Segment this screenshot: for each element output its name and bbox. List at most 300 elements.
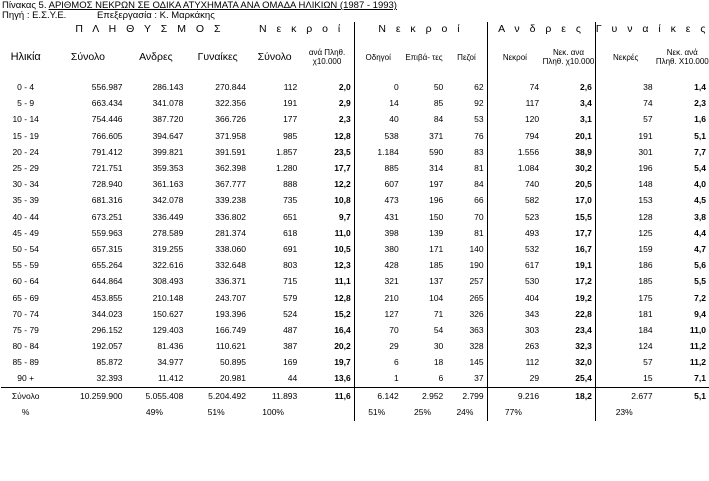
total-row bbox=[1, 387, 709, 404]
cell-dead-total: 487 bbox=[283, 324, 298, 335]
cell-men-rate: 20,5 bbox=[575, 179, 592, 190]
cell-men-dead: 617 bbox=[487, 257, 542, 273]
cell-women-dead: 191 bbox=[595, 128, 655, 144]
cell-men-dead: 523 bbox=[487, 209, 542, 225]
cell-rate: 23,5 bbox=[334, 146, 351, 157]
cell-drivers: 40 bbox=[354, 111, 401, 127]
cell-drivers: 538 bbox=[354, 128, 401, 144]
cell-dead-total: 112 bbox=[283, 82, 298, 93]
cell-rate bbox=[300, 404, 354, 421]
cell-rate: 17,7 bbox=[334, 163, 351, 174]
cell-men-dead: 404 bbox=[487, 289, 542, 305]
cell-drivers: 398 bbox=[354, 225, 401, 241]
cell-rate: 11,1 bbox=[334, 276, 351, 287]
cell-drivers: 6.142 bbox=[354, 387, 401, 404]
deaths-by-age-table bbox=[1, 22, 709, 421]
cell-pop-women: 322.356 bbox=[215, 98, 246, 109]
cell-pop-women: 366.726 bbox=[215, 114, 246, 125]
cell-pop-women: 367.777 bbox=[215, 179, 246, 190]
cell-passengers: 371 bbox=[429, 130, 444, 141]
cell-pop-total: 644.864 bbox=[91, 276, 123, 287]
cell-women-dead: 196 bbox=[595, 160, 655, 176]
cell-drivers: 29 bbox=[354, 338, 401, 354]
cell-passengers: 196 bbox=[429, 195, 444, 206]
percent-row bbox=[1, 404, 709, 421]
cell-rate: 15,2 bbox=[334, 308, 351, 319]
cell-dead-total: 1.280 bbox=[275, 163, 298, 174]
cell-rate: 9,7 bbox=[338, 211, 351, 222]
col-women-dead: Νεκρές bbox=[595, 35, 655, 79]
cell-men-dead: 740 bbox=[487, 176, 542, 192]
cell-men-dead: 343 bbox=[487, 306, 542, 322]
cell-pop-total: 754.446 bbox=[91, 114, 123, 125]
cell-pop-men: 81.436 bbox=[157, 341, 184, 352]
cell-pop-men: 5.055.408 bbox=[126, 387, 187, 404]
cell-women-rate: 5,4 bbox=[694, 163, 706, 174]
cell-men-rate: 38,9 bbox=[575, 146, 592, 157]
cell-men-dead: 117 bbox=[487, 95, 542, 111]
cell-women-rate: 5,1 bbox=[656, 387, 709, 404]
cell-rate: 12,3 bbox=[334, 260, 351, 271]
cell-pop-total: 559.963 bbox=[91, 227, 123, 238]
cell-men-dead: 9.216 bbox=[487, 387, 542, 404]
cell-age: 75 - 79 bbox=[12, 324, 39, 335]
cell-pop-women: 281.374 bbox=[215, 227, 246, 238]
cell-drivers: 127 bbox=[354, 306, 401, 322]
cell-women-rate: 7,1 bbox=[694, 373, 706, 384]
cell-passengers: 54 bbox=[433, 324, 444, 335]
cell-pop-women: 51% bbox=[207, 407, 225, 418]
cell-men-rate: 19,1 bbox=[575, 260, 592, 271]
cell-pedestrians: 24% bbox=[456, 407, 474, 418]
cell-women-rate: 1,4 bbox=[694, 82, 706, 93]
cell-passengers: 71 bbox=[433, 308, 444, 319]
cell-drivers: 1 bbox=[354, 370, 401, 387]
cell-men-rate: 25,4 bbox=[575, 373, 592, 384]
cell-age: 70 - 74 bbox=[12, 308, 39, 319]
cell-rate: 11,6 bbox=[300, 387, 354, 404]
cell-rate: 13,6 bbox=[334, 373, 351, 384]
cell-women-rate: 3,8 bbox=[694, 211, 706, 222]
cell-dead-total: 651 bbox=[283, 211, 298, 222]
cell-women-rate: 5,5 bbox=[694, 276, 706, 287]
cell-pedestrians: 66 bbox=[474, 195, 484, 206]
cell-men-dead: 29 bbox=[487, 370, 542, 387]
cell-men-rate bbox=[542, 404, 595, 421]
cell-women-rate: 5,6 bbox=[694, 260, 706, 271]
cell-age: 50 - 54 bbox=[12, 243, 39, 254]
cell-passengers: 84 bbox=[433, 114, 444, 125]
cell-pop-total: 344.023 bbox=[91, 308, 123, 319]
cell-women-rate: 11,2 bbox=[689, 357, 706, 368]
cell-pop-women: 50.895 bbox=[219, 357, 246, 368]
cell-age: 80 - 84 bbox=[12, 341, 39, 352]
cell-passengers: 590 bbox=[429, 146, 444, 157]
cell-pedestrians: 326 bbox=[469, 308, 484, 319]
cell-pedestrians: 81 bbox=[474, 227, 484, 238]
cell-men-rate: 19,2 bbox=[575, 292, 592, 303]
cell-rate: 2,3 bbox=[338, 114, 351, 125]
cell-age: 85 - 89 bbox=[12, 357, 39, 368]
cell-pop-women: 336.371 bbox=[215, 276, 246, 287]
cell-pop-women: 371.958 bbox=[215, 130, 246, 141]
cell-age: 40 - 44 bbox=[12, 211, 39, 222]
cell-pedestrians: 37 bbox=[474, 373, 484, 384]
cell-women-dead: 125 bbox=[595, 225, 655, 241]
cell-pop-total: 728.940 bbox=[91, 179, 123, 190]
cell-dead-total: 985 bbox=[283, 130, 298, 141]
table-row bbox=[1, 128, 709, 144]
cell-women-dead: 153 bbox=[595, 192, 655, 208]
cell-men-dead: 74 bbox=[487, 79, 542, 95]
cell-women-dead: 159 bbox=[595, 241, 655, 257]
cell-passengers: 50 bbox=[433, 82, 444, 93]
group-women: Γ υ ν α ί κ ε ς bbox=[595, 22, 709, 35]
cell-rate: 11,0 bbox=[334, 227, 351, 238]
col-pop-women: Γυναίκες bbox=[197, 51, 238, 63]
cell-dead-total: 191 bbox=[283, 98, 298, 109]
table-row bbox=[1, 79, 709, 95]
source-line bbox=[2, 10, 215, 21]
cell-women-rate: 4,4 bbox=[694, 227, 706, 238]
cell-pop-total: 296.152 bbox=[91, 324, 123, 335]
cell-pedestrians: 328 bbox=[469, 341, 484, 352]
cell-women-dead: 128 bbox=[595, 209, 655, 225]
cell-pedestrians: 84 bbox=[474, 179, 484, 190]
cell-pop-men: 49% bbox=[145, 407, 163, 418]
col-pedestrians: Πεζοί bbox=[457, 52, 476, 62]
cell-women-dead: 74 bbox=[595, 95, 655, 111]
cell-women-dead: 185 bbox=[595, 273, 655, 289]
group-dead-by-type: Ν ε κ ρ ο ί bbox=[354, 22, 487, 35]
cell-pop-women: 110.621 bbox=[215, 341, 246, 352]
cell-dead-total: 579 bbox=[283, 292, 298, 303]
cell-pop-total: 85.872 bbox=[96, 357, 123, 368]
cell-men-dead: 1.084 bbox=[487, 160, 542, 176]
cell-men-rate: 17,7 bbox=[575, 227, 592, 238]
cell-pedestrians: 190 bbox=[469, 260, 484, 271]
cell-rate: 20,2 bbox=[334, 341, 351, 352]
cell-dead-total: 715 bbox=[283, 276, 298, 287]
cell-women-dead: 38 bbox=[595, 79, 655, 95]
cell-age: 65 - 69 bbox=[12, 292, 39, 303]
group-dead: Ν ε κ ρ ο ί bbox=[258, 22, 344, 35]
cell-women-dead: 181 bbox=[595, 306, 655, 322]
cell-rate: 2,9 bbox=[338, 98, 351, 109]
cell-men-dead: 303 bbox=[487, 322, 542, 338]
cell-pop-men: 359.353 bbox=[152, 163, 184, 174]
cell-passengers: 185 bbox=[429, 260, 444, 271]
cell-pop-men: 129.403 bbox=[152, 324, 184, 335]
table-row bbox=[1, 176, 709, 192]
cell-women-rate: 9,4 bbox=[694, 308, 706, 319]
cell-pop-men: 278.589 bbox=[152, 227, 184, 238]
cell-pop-total: 766.605 bbox=[91, 130, 123, 141]
group-population: Π Λ Η Θ Υ Σ Μ Ο Σ bbox=[75, 22, 224, 35]
cell-dead-total: 11.893 bbox=[249, 387, 300, 404]
cell-women-dead: 15 bbox=[595, 370, 655, 387]
cell-pop-men: 150.627 bbox=[152, 308, 184, 319]
cell-women-rate: 11,2 bbox=[689, 341, 706, 352]
table-row bbox=[1, 257, 709, 273]
cell-men-rate: 32,3 bbox=[575, 341, 592, 352]
cell-age: 25 - 29 bbox=[12, 163, 39, 174]
cell-women-rate: 4,7 bbox=[694, 243, 706, 254]
cell-passengers: 104 bbox=[429, 292, 444, 303]
col-drivers: Οδηγοί bbox=[354, 35, 401, 79]
cell-dead-total: 618 bbox=[283, 227, 298, 238]
cell-pedestrians: 2.799 bbox=[446, 387, 487, 404]
cell-pedestrians: 363 bbox=[469, 324, 484, 335]
cell-pedestrians: 70 bbox=[474, 211, 484, 222]
cell-rate: 12,8 bbox=[334, 292, 351, 303]
cell-men-dead: 794 bbox=[487, 128, 542, 144]
cell-passengers: 6 bbox=[438, 373, 444, 384]
cell-men-rate: 22,8 bbox=[575, 308, 592, 319]
cell-drivers: 14 bbox=[354, 95, 401, 111]
cell-men-dead: 530 bbox=[487, 273, 542, 289]
cell-pop-women: 332.648 bbox=[215, 260, 246, 271]
cell-age: 55 - 59 bbox=[12, 260, 39, 271]
table-row bbox=[1, 338, 709, 354]
table-row bbox=[1, 354, 709, 370]
cell-pedestrians: 81 bbox=[474, 163, 484, 174]
cell-women-rate: 7,2 bbox=[694, 292, 706, 303]
cell-women-rate: 1,6 bbox=[694, 114, 706, 125]
cell-age: 90 + bbox=[17, 373, 35, 384]
cell-pop-men: 319.255 bbox=[152, 243, 184, 254]
col-pop-total: Σύνολο bbox=[70, 51, 105, 63]
cell-men-dead: 532 bbox=[487, 241, 542, 257]
cell-age: 0 - 4 bbox=[17, 82, 35, 93]
cell-men-rate: 16,7 bbox=[575, 243, 592, 254]
cell-pop-men: 34.977 bbox=[157, 357, 184, 368]
cell-drivers: 607 bbox=[354, 176, 401, 192]
cell-men-rate: 20,1 bbox=[575, 130, 592, 141]
table-row bbox=[1, 306, 709, 322]
cell-men-rate: 18,2 bbox=[542, 387, 595, 404]
cell-women-dead: 2.677 bbox=[595, 387, 655, 404]
cell-pop-women: 243.707 bbox=[215, 292, 246, 303]
cell-women-dead: 124 bbox=[595, 338, 655, 354]
cell-pop-men: 11.412 bbox=[157, 373, 184, 384]
cell-pop-women: 5.204.492 bbox=[186, 387, 249, 404]
cell-rate: 19,7 bbox=[334, 357, 351, 368]
cell-passengers: 314 bbox=[429, 163, 444, 174]
cell-rate: 12,8 bbox=[334, 130, 351, 141]
cell-drivers: 1.184 bbox=[354, 144, 401, 160]
cell-pedestrians: 83 bbox=[474, 146, 484, 157]
cell-pop-total: 453.855 bbox=[91, 292, 123, 303]
cell-pop-women: 193.396 bbox=[215, 308, 246, 319]
cell-dead-total: 691 bbox=[283, 243, 298, 254]
cell-age: 30 - 34 bbox=[12, 179, 39, 190]
cell-men-dead: 582 bbox=[487, 192, 542, 208]
cell-women-dead: 184 bbox=[595, 322, 655, 338]
cell-pop-women: 270.844 bbox=[215, 82, 246, 93]
cell-pedestrians: 76 bbox=[474, 130, 484, 141]
cell-pop-total: 192.057 bbox=[91, 341, 123, 352]
cell-dead-total: 100% bbox=[262, 407, 284, 418]
table-row bbox=[1, 273, 709, 289]
cell-pedestrians: 92 bbox=[474, 98, 484, 109]
cell-women-rate: 7,7 bbox=[694, 146, 706, 157]
cell-pop-men: 286.143 bbox=[152, 82, 184, 93]
cell-dead-total: 888 bbox=[283, 179, 298, 190]
col-passengers: Επιβά- τες bbox=[405, 52, 443, 62]
group-men: Α ν δ ρ ε ς bbox=[487, 22, 595, 35]
cell-pop-men: 361.163 bbox=[152, 179, 184, 190]
cell-men-dead: 77% bbox=[487, 404, 542, 421]
cell-dead-total: 169 bbox=[283, 357, 298, 368]
table-number: Πίνακας 5. bbox=[2, 0, 47, 11]
cell-pedestrians: 257 bbox=[469, 276, 484, 287]
cell-women-dead: 57 bbox=[595, 111, 655, 127]
cell-age: 20 - 24 bbox=[12, 146, 39, 157]
cell-pop-women: 166.749 bbox=[215, 324, 246, 335]
cell-pop-men: 210.148 bbox=[152, 292, 184, 303]
processing-credit: Επεξεργασία : Κ. Μαρκάκης bbox=[96, 10, 215, 21]
cell-rate: 10,5 bbox=[334, 243, 351, 254]
cell-men-dead: 493 bbox=[487, 225, 542, 241]
cell-women-rate: 5,1 bbox=[694, 130, 706, 141]
cell-drivers: 380 bbox=[354, 241, 401, 257]
cell-age: 35 - 39 bbox=[12, 195, 39, 206]
cell-pop-women: 336.802 bbox=[215, 211, 246, 222]
cell-dead-total: 177 bbox=[283, 114, 298, 125]
cell-men-rate: 32,0 bbox=[575, 357, 592, 368]
cell-pop-men: 336.449 bbox=[152, 211, 184, 222]
cell-men-dead: 263 bbox=[487, 338, 542, 354]
cell-men-rate: 15,5 bbox=[575, 211, 592, 222]
cell-passengers: 85 bbox=[433, 98, 444, 109]
cell-drivers: 51% bbox=[354, 404, 401, 421]
source-text: Πηγή : Ε.Σ.Υ.Ε. bbox=[2, 10, 67, 21]
cell-age: Σύνολο bbox=[1, 387, 50, 404]
cell-passengers: 197 bbox=[429, 179, 444, 190]
cell-women-dead: 301 bbox=[595, 144, 655, 160]
cell-pop-men: 341.078 bbox=[152, 98, 184, 109]
cell-pop-women: 338.060 bbox=[215, 243, 246, 254]
col-rate: ανά Πληθ. χ10.000 bbox=[308, 48, 346, 66]
cell-men-rate: 3,1 bbox=[579, 114, 592, 125]
cell-rate: 12,2 bbox=[334, 179, 351, 190]
cell-women-rate: 4,0 bbox=[694, 179, 706, 190]
cell-passengers: 171 bbox=[429, 243, 444, 254]
table-title: ΑΡΙΘΜΟΣ ΝΕΚΡΩΝ ΣΕ ΟΔΙΚΑ ΑΤΥΧΗΜΑΤΑ ΑΝΑ ΟΜΑΔΑ ΗΛΙΚΙΩΝ (1987 - 1993) bbox=[48, 0, 397, 11]
cell-dead-total: 524 bbox=[283, 308, 298, 319]
cell-pop-total: 657.315 bbox=[91, 243, 123, 254]
cell-pop-total bbox=[50, 404, 125, 421]
table-body bbox=[1, 79, 709, 421]
cell-pop-men: 399.821 bbox=[152, 146, 184, 157]
cell-women-rate: 4,5 bbox=[694, 195, 706, 206]
cell-pedestrians: 140 bbox=[469, 243, 484, 254]
cell-women-rate: 11,0 bbox=[689, 324, 706, 335]
table-row bbox=[1, 289, 709, 305]
cell-age: 60 - 64 bbox=[12, 276, 39, 287]
cell-rate: 16,4 bbox=[334, 324, 351, 335]
cell-pedestrians: 53 bbox=[474, 114, 484, 125]
cell-men-dead: 1.556 bbox=[487, 144, 542, 160]
cell-men-rate: 23,4 bbox=[575, 324, 592, 335]
cell-dead-total: 1.857 bbox=[275, 146, 298, 157]
cell-drivers: 70 bbox=[354, 322, 401, 338]
cell-age: 15 - 19 bbox=[12, 130, 39, 141]
cell-pop-women: 339.238 bbox=[215, 195, 246, 206]
cell-rate: 2,0 bbox=[338, 82, 351, 93]
cell-pop-total: 673.251 bbox=[91, 211, 123, 222]
cell-pop-total: 32.393 bbox=[96, 373, 123, 384]
cell-age: % bbox=[21, 407, 30, 418]
col-dead-total: Σύνολο bbox=[257, 51, 292, 63]
cell-pop-women: 391.591 bbox=[215, 146, 246, 157]
cell-pop-total: 655.264 bbox=[91, 260, 123, 271]
table-row bbox=[1, 209, 709, 225]
cell-passengers: 150 bbox=[429, 211, 444, 222]
col-pop-men: Ανδρες bbox=[139, 51, 173, 63]
cell-pop-men: 342.078 bbox=[152, 195, 184, 206]
cell-pedestrians: 62 bbox=[474, 82, 484, 93]
table-row bbox=[1, 192, 709, 208]
table-row bbox=[1, 322, 709, 338]
table-row bbox=[1, 241, 709, 257]
cell-pop-total: 556.987 bbox=[91, 82, 123, 93]
cell-drivers: 431 bbox=[354, 209, 401, 225]
table-row bbox=[1, 225, 709, 241]
cell-women-rate: 2,3 bbox=[694, 98, 706, 109]
cell-men-dead: 120 bbox=[487, 111, 542, 127]
cell-drivers: 321 bbox=[354, 273, 401, 289]
col-women-rate: Νεκ. ανά Πληθ. Χ10.000 bbox=[655, 48, 709, 66]
cell-passengers: 137 bbox=[429, 276, 444, 287]
cell-women-dead: 23% bbox=[595, 404, 655, 421]
cell-dead-total: 803 bbox=[283, 260, 298, 271]
cell-pop-total: 791.412 bbox=[91, 146, 123, 157]
table-row bbox=[1, 95, 709, 111]
table-row bbox=[1, 144, 709, 160]
age-group-header-blank bbox=[1, 22, 50, 35]
col-men-rate: Νεκ. ανα Πληθ. χ10.000 bbox=[542, 48, 595, 66]
cell-drivers: 885 bbox=[354, 160, 401, 176]
cell-pop-total: 10.259.900 bbox=[50, 387, 125, 404]
cell-men-rate: 17,0 bbox=[575, 195, 592, 206]
cell-dead-total: 735 bbox=[283, 195, 298, 206]
cell-pedestrians: 145 bbox=[469, 357, 484, 368]
col-men-dead: Νεκροί bbox=[487, 35, 542, 79]
cell-age: 10 - 14 bbox=[12, 114, 39, 125]
cell-age: 45 - 49 bbox=[12, 227, 39, 238]
cell-pop-men: 308.493 bbox=[152, 276, 184, 287]
cell-women-rate bbox=[656, 404, 709, 421]
cell-women-dead: 186 bbox=[595, 257, 655, 273]
table-row bbox=[1, 160, 709, 176]
cell-pop-women: 362.398 bbox=[215, 163, 246, 174]
cell-men-rate: 3,4 bbox=[579, 98, 592, 109]
cell-passengers: 25% bbox=[413, 407, 431, 418]
cell-passengers: 2.952 bbox=[402, 387, 447, 404]
cell-women-dead: 175 bbox=[595, 289, 655, 305]
cell-men-rate: 30,2 bbox=[575, 163, 592, 174]
cell-women-dead: 57 bbox=[595, 354, 655, 370]
cell-drivers: 473 bbox=[354, 192, 401, 208]
cell-pop-men: 322.616 bbox=[152, 260, 184, 271]
cell-pop-men: 394.647 bbox=[152, 130, 184, 141]
cell-men-rate: 2,6 bbox=[579, 82, 592, 93]
table-row bbox=[1, 370, 709, 387]
cell-pop-men: 387.720 bbox=[152, 114, 184, 125]
cell-pop-total: 721.751 bbox=[91, 163, 123, 174]
